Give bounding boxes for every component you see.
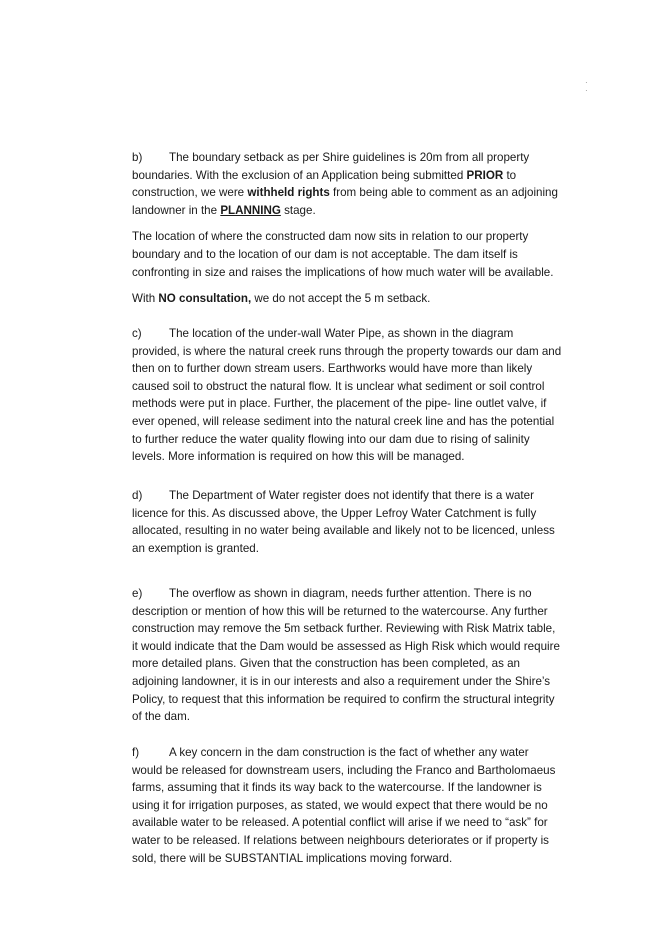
section-e [132, 585, 562, 726]
section-b-paragraph-2: The location of where the constructed dam now sits in relation to our property boundary and to the location of our dam is not acceptable. The dam itself is confronting in size and raises the implications of how much water will be available. [132, 230, 554, 279]
section-d-paragraph: d) The Department of Water register does not identify that there is a water licence for this. As discussed above, the Upper Lefroy Water Catchment is fully allocated, resulting in no water being available and likely not to be licenced, unless an exemption is granted. [132, 489, 555, 555]
section-d [132, 487, 562, 557]
section-b-label: b) [132, 151, 143, 164]
section-e-paragraph: e) The overflow as shown in diagram, needs further attention. There is no description or mention of how this will be returned to the watercourse. Any further construction may remove the 5m setback further. Reviewing with Risk Matrix table, it would indicate that the Dam would be assessed as High Risk which would require more detailed plans. Given that the construction has been completed, as an adjoining landowner, it is in our interests and also a requirement under the Shire’s Policy, to request that this information be required to confirm the structural integrity of the dam. [132, 587, 560, 724]
section-c-label: c) [132, 327, 142, 340]
emphasis-no-consultation: NO consultation, [158, 292, 252, 306]
section-f-paragraph: f) A key concern in the dam construction is the fact of whether any water would be released for downstream users, including the Franco and Bartholomaeus farms, assuming that it finds its way back to the watercourse. If the landowner is using it for irrigation purposes, as stated, we would expect that there would be no available water to be released. A potential conflict will arise if we need to “ask” for water to be released. If relations between neighbours deteriorates or if property is sold, there will be SUBSTANTIAL implications moving forward. [132, 746, 556, 865]
section-b-paragraph-3: With NO consultation, we do not accept the 5 m setback. [132, 292, 431, 306]
section-f [132, 744, 562, 867]
section-c-paragraph: c) The location of the under-wall Water Pipe, as shown in the diagram provided, is where the natural creek runs through the property towards our dam and then on to further down stream users. Earthworks would have more than likely caused soil to obstruct the natural flow. It is unclear what sediment or soil control methods were put in place. Further, the placement of the pipe- line outlet valve, if ever opened, will release sediment into the natural creek line and has the potential to further reduce the water quality flowing into our dam due to rising of salinity levels. More information is required on how this will be managed. [132, 327, 562, 464]
emphasis-prior: PRIOR [466, 168, 504, 182]
emphasis-planning: PLANNING [220, 203, 281, 217]
section-e-label: e) [132, 587, 143, 600]
section-b [132, 149, 562, 308]
section-b-paragraph-1: b) The boundary setback as per Shire guidelines is 20m from all property boundaries. With the exclusion of an Application being submitted PRIOR to construction, we were withheld rights from being able to comment as an adjoining landowner in the PLANNING stage. [132, 151, 558, 217]
emphasis-withheld-rights: withheld rights [247, 186, 330, 200]
scan-specks: · · [585, 78, 616, 95]
section-d-label: d) [132, 489, 143, 502]
section-c [132, 325, 562, 466]
section-f-label: f) [132, 746, 140, 759]
